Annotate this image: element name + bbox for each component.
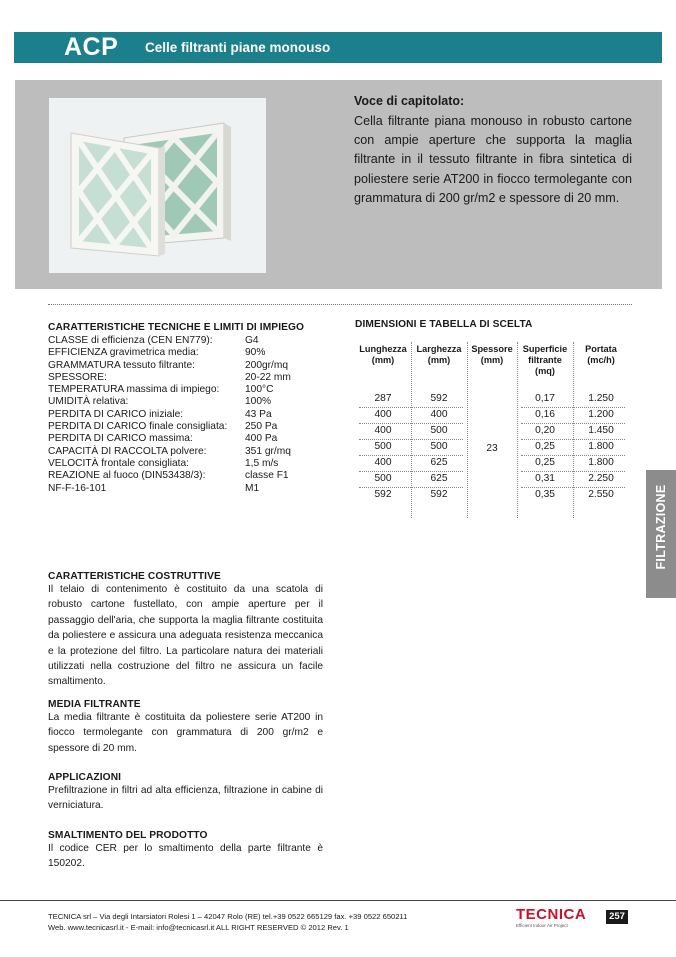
spec-value: 400 Pa (245, 433, 278, 445)
product-subtitle: Celle filtranti piane monouso (145, 40, 331, 55)
header-line: (mm) (480, 355, 504, 365)
spec-label: TEMPERATURA massima di impiego: (48, 384, 220, 396)
cell-larghezza: 592 (430, 489, 448, 500)
logo-name: TECNICA (516, 906, 587, 923)
cell-spessore: 23 (486, 443, 498, 454)
spec-value: 250 Pa (245, 421, 278, 433)
row-divider (521, 455, 625, 456)
dotted-divider (48, 304, 632, 305)
col-header-spessore (467, 344, 517, 366)
cell-portata: 1.800 (588, 457, 614, 468)
row-divider (521, 407, 625, 408)
tech-specs (48, 322, 328, 495)
spec-label: REAZIONE al fuoco (DIN53438/3): (48, 470, 206, 482)
section-title: MEDIA FILTRANTE (48, 699, 141, 710)
cell-lunghezza: 400 (374, 425, 392, 436)
cell-lunghezza: 592 (374, 489, 392, 500)
cell-superficie: 0,25 (535, 441, 555, 452)
cell-larghezza: 625 (430, 457, 448, 468)
logo-tagline: Efficient Indoor Air Project (516, 923, 568, 928)
cell-lunghezza: 287 (374, 393, 392, 404)
spec-value: 43 Pa (245, 408, 272, 420)
footer-rule (0, 900, 676, 901)
section-tab-label: FILTRAZIONE (654, 484, 668, 570)
filter-front-image (71, 133, 165, 256)
table-title: DIMENSIONI E TABELLA DI SCELTA (355, 319, 533, 330)
cell-larghezza: 500 (430, 425, 448, 436)
cell-portata: 1.450 (588, 425, 614, 436)
row-divider (521, 439, 625, 440)
section-title: APPLICAZIONI (48, 772, 122, 783)
header-line: Spessore (471, 344, 513, 354)
page-number: 257 (606, 910, 628, 924)
product-photo (49, 98, 266, 273)
spec-label: CAPACITÀ DI RACCOLTA polvere: (48, 445, 207, 457)
spec-title: Voce di capitolato: (354, 94, 465, 108)
spec-label: PERDITA DI CARICO iniziale: (48, 408, 184, 420)
spec-label: GRAMMATURA tessuto filtrante: (48, 359, 196, 371)
col-header-lunghezza (355, 344, 411, 366)
footer-address: TECNICA srl – Via degli Intarsiatori Rolesi 1 – 42047 Rolo (RE) tel.+39 0522 665129 fax. +39 0522 650211 (48, 912, 408, 921)
tech-specs-title: CARATTERISTICHE TECNICHE E LIMITI DI IMPIEGO (48, 322, 305, 333)
spec-value: 100°C (245, 384, 274, 396)
section-tab (646, 470, 676, 598)
product-code: ACP (64, 33, 119, 61)
cell-portata: 2.250 (588, 473, 614, 484)
spec-body: Cella filtrante piana monouso in robusto cartone con ampie aperture che supporta la maglia filtrante in il tessuto filtrante in fibra sintetica di poliestere serie AT200 in fiocco termolegante con grammatura di 200 gr/m2 e spessore di 20 mm. (354, 114, 632, 205)
spec-value: 351 gr/mq (245, 445, 291, 457)
section-body: Prefiltrazione in filtri ad alta efficienza, filtrazione in cabine di verniciatura. (48, 785, 323, 812)
section-costruttive (48, 571, 323, 690)
spec-label: PERDITA DI CARICO massima: (48, 433, 193, 445)
cell-lunghezza: 500 (374, 441, 392, 452)
header-line: (mq) (535, 366, 555, 376)
row-divider (359, 471, 463, 472)
cell-superficie: 0,20 (535, 425, 555, 436)
cell-larghezza: 500 (430, 441, 448, 452)
header-band (14, 32, 662, 63)
spec-value: 100% (245, 396, 272, 408)
col-header-superficie (517, 344, 573, 377)
cell-larghezza: 592 (430, 393, 448, 404)
section-smaltimento (48, 830, 323, 872)
col-header-larghezza (411, 344, 467, 366)
header-line: Superficie (522, 344, 568, 354)
cell-superficie: 0,17 (535, 393, 555, 404)
cell-larghezza: 400 (430, 409, 448, 420)
spec-value: 1,5 m/s (245, 457, 279, 469)
footer-contacts: Web. www.tecnicasrl.it - E-mail: info@tecnicasrl.it ALL RIGHT RESERVED © 2012 Rev. 1 (48, 923, 349, 932)
spec-label: UMIDITÀ relativa: (48, 396, 129, 408)
tecnica-logo (516, 906, 586, 928)
header-line: filtrante (528, 355, 562, 365)
row-divider (359, 487, 463, 488)
spec-label: CLASSE di efficienza (CEN EN779): (48, 335, 213, 346)
header-line: (mm) (427, 355, 451, 365)
spec-value: 90% (245, 347, 266, 359)
spec-value: M1 (245, 482, 260, 494)
section-body: Il codice CER per lo smaltimento della parte filtrante è 150202. (48, 843, 323, 870)
row-divider (359, 455, 463, 456)
spec-value: G4 (245, 335, 259, 346)
cell-larghezza: 625 (430, 473, 448, 484)
row-divider (521, 423, 625, 424)
section-title: CARATTERISTICHE COSTRUTTIVE (48, 571, 221, 582)
cell-lunghezza: 400 (374, 457, 392, 468)
spec-value: classe F1 (245, 470, 289, 482)
column-divider (467, 342, 468, 518)
cell-portata: 1.800 (588, 441, 614, 452)
cell-superficie: 0,31 (535, 473, 555, 484)
cell-portata: 1.200 (588, 409, 614, 420)
row-divider (359, 439, 463, 440)
spec-value: 20-22 mm (245, 371, 291, 383)
spec-label: PERDITA DI CARICO finale consigliata: (48, 421, 228, 433)
section-body: La media filtrante è costituita da poliestere serie AT200 in fiocco termolegante con grammatura di 200 gr/m2 e spessore di 20 mm. (48, 712, 323, 754)
header-line: Larghezza (416, 344, 462, 354)
cell-superficie: 0,16 (535, 409, 555, 420)
header-line: (mc/h) (587, 355, 615, 365)
spec-label: SPESSORE: (48, 371, 107, 383)
footer-text (48, 911, 407, 933)
spec-text-block (354, 94, 632, 208)
cell-lunghezza: 500 (374, 473, 392, 484)
cell-superficie: 0,35 (535, 489, 555, 500)
header-line: Lunghezza (359, 344, 407, 354)
spec-value: 200gr/mq (245, 359, 289, 371)
section-title: SMALTIMENTO DEL PRODOTTO (48, 830, 208, 841)
spec-label: EFFICIENZA gravimetrica media: (48, 347, 199, 359)
spec-label: VELOCITÀ frontale consigliata: (48, 457, 189, 469)
cell-portata: 2.550 (588, 489, 614, 500)
selection-table (355, 340, 640, 520)
row-divider (521, 487, 625, 488)
section-applicazioni (48, 772, 323, 814)
row-divider (521, 471, 625, 472)
row-divider (359, 407, 463, 408)
row-divider (359, 423, 463, 424)
header-line: Portata (585, 344, 617, 354)
section-media (48, 699, 323, 756)
header-line: (mm) (371, 355, 395, 365)
cell-lunghezza: 400 (374, 409, 392, 420)
col-header-portata (573, 344, 629, 366)
spec-label: NF-F-16-101 (48, 482, 107, 494)
section-body: Il telaio di contenimento è costituito da una scatola di robusto cartone fustellato, con ampie aperture per il passaggio dell'aria, che supporta la maglia filtrante costituita da poliestere e assicura una adeguata resistenza meccanica e la protezione del filtro. La particolare natura dei materiali utilizzati nella costruzione del filtro ne assicura un facile smaltimento. (48, 584, 323, 688)
cell-portata: 1.250 (588, 393, 614, 404)
cell-superficie: 0,25 (535, 457, 555, 468)
